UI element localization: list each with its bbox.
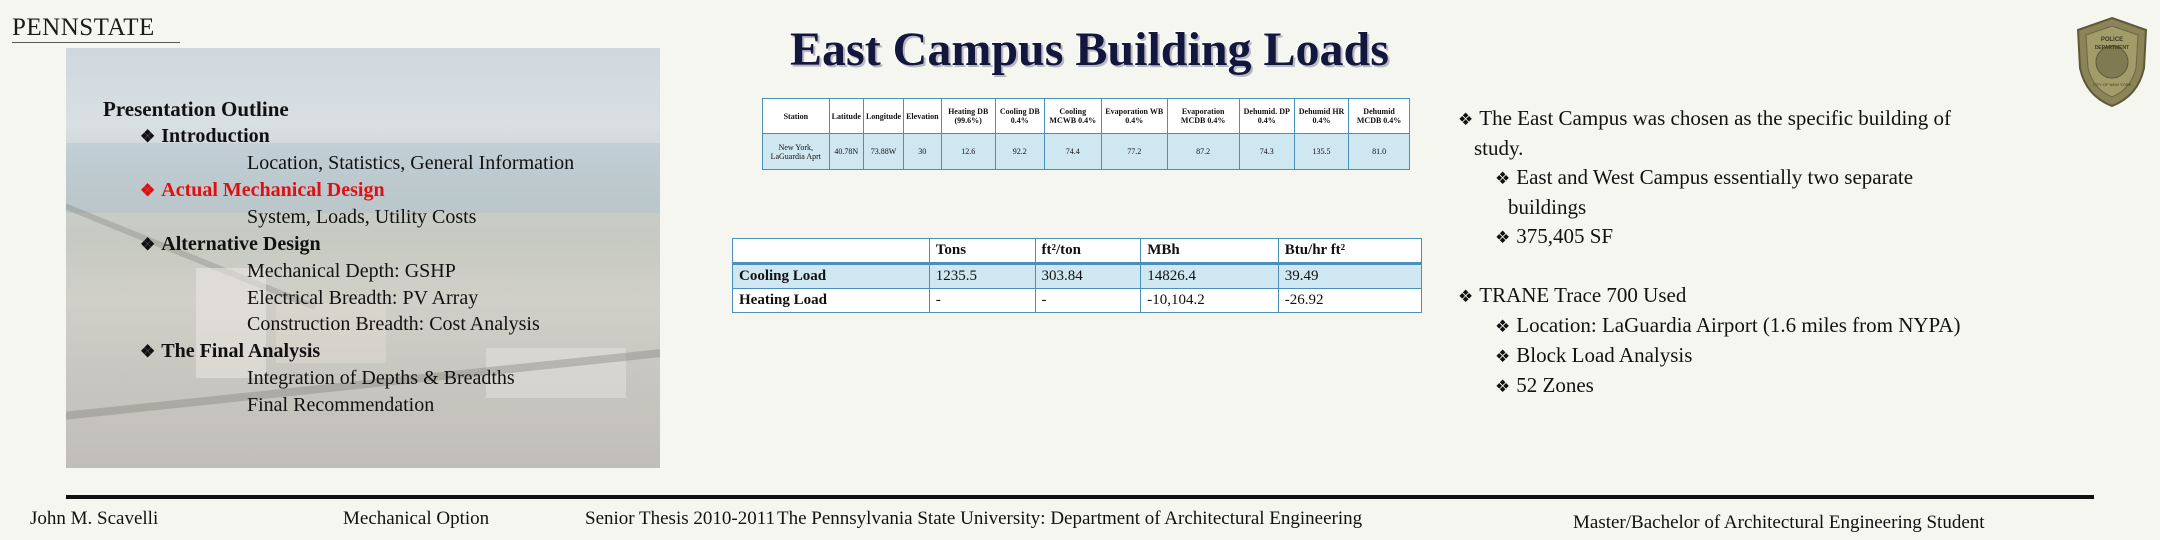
bullet-icon: ❖ xyxy=(140,341,156,361)
table-cell: 74.3 xyxy=(1239,134,1294,170)
table-cell: 14826.4 xyxy=(1141,264,1278,289)
table-header-cell: MBh xyxy=(1141,239,1278,264)
table-row-label: Cooling Load xyxy=(733,264,930,289)
table-cell: 135.5 xyxy=(1294,134,1348,170)
bullet-icon: ❖ xyxy=(1495,347,1511,366)
slide-title: East Campus Building Loads xyxy=(790,23,1389,76)
outline-sub-item[interactable]: Construction Breadth: Cost Analysis xyxy=(247,313,540,335)
bullet-icon: ❖ xyxy=(1495,377,1511,396)
table-header-cell: Cooling MCWB 0.4% xyxy=(1044,99,1101,134)
table-cell: 12.6 xyxy=(941,134,995,170)
table-cell: - xyxy=(929,289,1035,313)
outline-sub-item[interactable]: Mechanical Depth: GSHP xyxy=(247,260,456,282)
table-cell: 81.0 xyxy=(1349,134,1410,170)
table-header-cell: Latitude xyxy=(829,99,863,134)
bullet-icon: ❖ xyxy=(1495,317,1511,336)
outline-section-actual-mechanical-design[interactable]: ❖ Actual Mechanical Design xyxy=(140,178,385,201)
building-loads-table xyxy=(732,238,1422,313)
table-header-cell: Btu/hr ft² xyxy=(1278,239,1421,264)
table-header-cell: Longitude xyxy=(863,99,903,134)
table-cell: 87.2 xyxy=(1167,134,1239,170)
table-cell: 1235.5 xyxy=(929,264,1035,289)
table-header-cell: Heating DB (99.6%) xyxy=(941,99,995,134)
table-header-cell: Dehumid. DP 0.4% xyxy=(1239,99,1294,134)
table-row xyxy=(733,264,1422,289)
outline-sub-item[interactable]: Location, Statistics, General Information xyxy=(247,152,575,174)
bullet-east-campus: ❖ The East Campus was chosen as the specific building of xyxy=(1458,106,1952,130)
sub-bullet-separate-buildings: ❖ East and West Campus essentially two separate xyxy=(1495,165,1914,189)
table-cell: 40.78N xyxy=(829,134,863,170)
table-cell: -10,104.2 xyxy=(1141,289,1278,313)
bullet-icon: ❖ xyxy=(1458,110,1474,129)
footer-option: Mechanical Option xyxy=(343,508,490,529)
sub-bullet-square-footage: ❖ 375,405 SF xyxy=(1495,224,1614,248)
sub-bullet-zones: ❖ 52 Zones xyxy=(1495,373,1594,397)
table-row-label: Heating Load xyxy=(733,289,930,313)
table-header-cell: Cooling DB 0.4% xyxy=(995,99,1044,134)
bullet-icon: ❖ xyxy=(1458,287,1474,306)
table-row xyxy=(733,289,1422,313)
footer-degree: Master/Bachelor of Architectural Engineering Student xyxy=(1573,512,1985,533)
table-header-row xyxy=(733,239,1422,264)
table-cell: 303.84 xyxy=(1035,264,1141,289)
presentation-outline xyxy=(66,96,666,418)
outline-section-alternative-design[interactable]: ❖ Alternative Design xyxy=(140,232,321,255)
outline-sub-item[interactable]: Integration of Depths & Breadths xyxy=(247,367,515,389)
footer-divider xyxy=(66,495,2094,499)
footer-author: John M. Scavelli xyxy=(30,508,159,529)
table-cell: -26.92 xyxy=(1278,289,1421,313)
outline-sub-item[interactable]: System, Loads, Utility Costs xyxy=(247,206,477,228)
table-header-cell: Station xyxy=(763,99,830,134)
police-department-badge-icon xyxy=(2072,16,2152,108)
table-header-cell: Elevation xyxy=(904,99,941,134)
badge-text-police: POLICE xyxy=(2100,37,2124,43)
table-row xyxy=(763,134,1410,170)
logo-divider xyxy=(12,42,180,43)
analysis-notes xyxy=(1458,104,1960,401)
badge-text-department: DEPARTMENT xyxy=(2094,45,2130,51)
table-cell: - xyxy=(1035,289,1141,313)
outline-section-introduction[interactable]: ❖ Introduction xyxy=(140,124,270,147)
sub-bullet-location: ❖ Location: LaGuardia Airport (1.6 miles from NYPA) xyxy=(1495,313,1961,337)
table-cell: New York, LaGuardia Aprt xyxy=(763,134,830,170)
bullet-icon: ❖ xyxy=(140,234,156,254)
outline-title: Presentation Outline xyxy=(103,97,289,121)
pennstate-logo: PENNSTATE xyxy=(12,14,155,41)
bullet-continuation: study. xyxy=(1474,136,1524,160)
bullet-icon: ❖ xyxy=(140,126,156,146)
bullet-icon: ❖ xyxy=(1495,169,1511,188)
footer-university: The Pennsylvania State University: Department of Architectural Engineering xyxy=(777,508,1363,529)
table-header-cell xyxy=(733,239,930,264)
bullet-continuation: buildings xyxy=(1508,195,1587,219)
table-cell: 74.4 xyxy=(1044,134,1101,170)
table-header-cell: ft²/ton xyxy=(1035,239,1141,264)
table-header-row xyxy=(763,99,1410,134)
sub-bullet-block-load: ❖ Block Load Analysis xyxy=(1495,343,1693,367)
table-header-cell: Dehumid MCDB 0.4% xyxy=(1349,99,1410,134)
footer-thesis: Senior Thesis 2010-2011 xyxy=(585,508,775,529)
outline-sub-item[interactable]: Electrical Breadth: PV Array xyxy=(247,286,479,309)
table-cell: 39.49 xyxy=(1278,264,1421,289)
badge-text-city: CITY OF NEW YORK xyxy=(2092,82,2132,87)
weather-design-conditions-table xyxy=(762,98,1410,170)
table-cell: 30 xyxy=(904,134,941,170)
table-header-cell: Evaporation WB 0.4% xyxy=(1101,99,1167,134)
table-header-cell: Evaporation MCDB 0.4% xyxy=(1167,99,1239,134)
table-header-cell: Dehumid HR 0.4% xyxy=(1294,99,1348,134)
table-cell: 92.2 xyxy=(995,134,1044,170)
table-header-cell: Tons xyxy=(929,239,1035,264)
table-cell: 77.2 xyxy=(1101,134,1167,170)
bullet-trane-trace: ❖ TRANE Trace 700 Used xyxy=(1458,283,1687,307)
table-cell: 73.88W xyxy=(863,134,903,170)
bullet-icon: ❖ xyxy=(1495,228,1511,247)
outline-sub-item[interactable]: Final Recommendation xyxy=(247,393,435,416)
bullet-icon: ❖ xyxy=(140,180,156,200)
outline-section-final-analysis[interactable]: ❖ The Final Analysis xyxy=(140,339,321,362)
